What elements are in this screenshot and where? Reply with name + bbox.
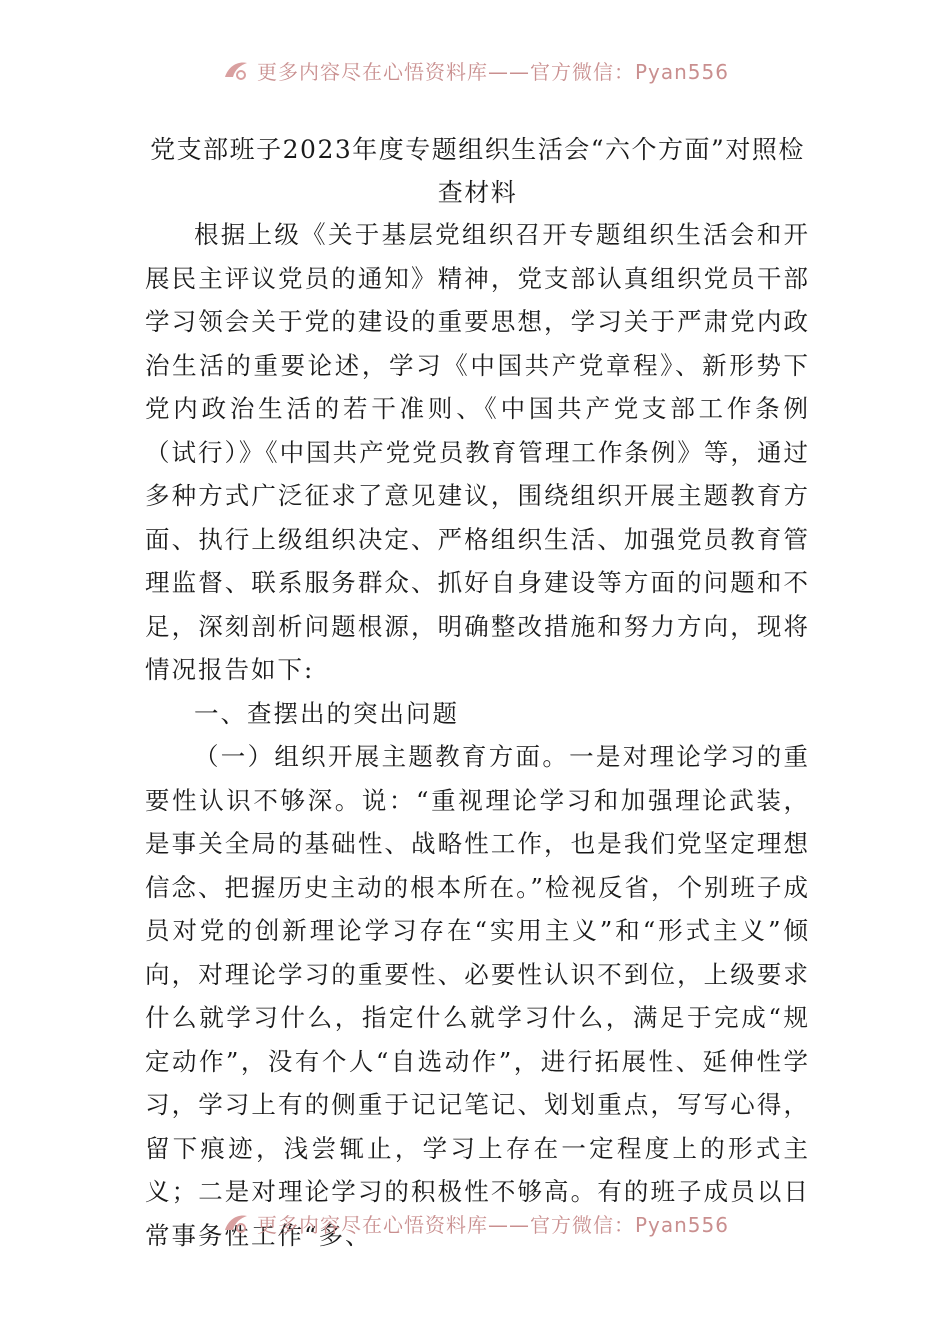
- watermark-text: 更多内容尽在心悟资料库——官方微信：Pyan556: [256, 1212, 729, 1237]
- document-title: 党支部班子2023年度专题组织生活会“六个方面”对照检查材料: [150, 135, 805, 207]
- sparkle-logo-icon: [221, 1210, 251, 1236]
- intro-paragraph: 根据上级《关于基层党组织召开专题组织生活会和开展民主评议党员的通知》精神，党支部认真组织党员干部学习领会关于党的建设的重要思想，学习关于严肃党内政治生活的重要论述，学习《中国共产党章程》、新形势下党内政治生活的若干准则、《中国共产党支部工作条例（试行）》《中国共产党党员教育管理工作条例》等，通过多种方式广泛征求了意见建议，围绕组织开展主题教育方面、执行上级组织决定、严格组织生活、加强党员教育管理监督、联系服务群众、抓好自身建设等方面的问题和不足，深刻剖析问题根源，明确整改措施和努力方向，现将情况报告如下:: [145, 220, 810, 684]
- document-body: [145, 213, 810, 1257]
- body-paragraph: （一）组织开展主题教育方面。一是对理论学习的重要性认识不够深。说：“重视理论学习和加强理论武装，是事关全局的基础性、战略性工作，也是我们党坚定理想信念、把握历史主动的根本所在。”检视反省，个别班子成员对党的创新理论学习存在“实用主义”和“形式主义”倾向，对理论学习的重要性、必要性认识不到位，上级要求什么就学习什么，指定什么就学习什么，满足于完成“规定动作”，没有个人“自选动作”，进行拓展性、延伸性学习，学习上有的侧重于记记笔记、划划重点，写写心得，留下痕迹，浅尝辄止，学习上存在一定程度上的形式主义；二是对理论学习的积极性不够高。有的班子成员以日常事务性工作“多、: [145, 742, 810, 1250]
- watermark-text: 更多内容尽在心悟资料库——官方微信：Pyan556: [256, 59, 729, 84]
- header-watermark: [0, 50, 950, 90]
- footer-watermark: [0, 1203, 950, 1243]
- section-heading: 一、查摆出的突出问题: [194, 698, 459, 728]
- sparkle-logo-icon: [221, 57, 251, 83]
